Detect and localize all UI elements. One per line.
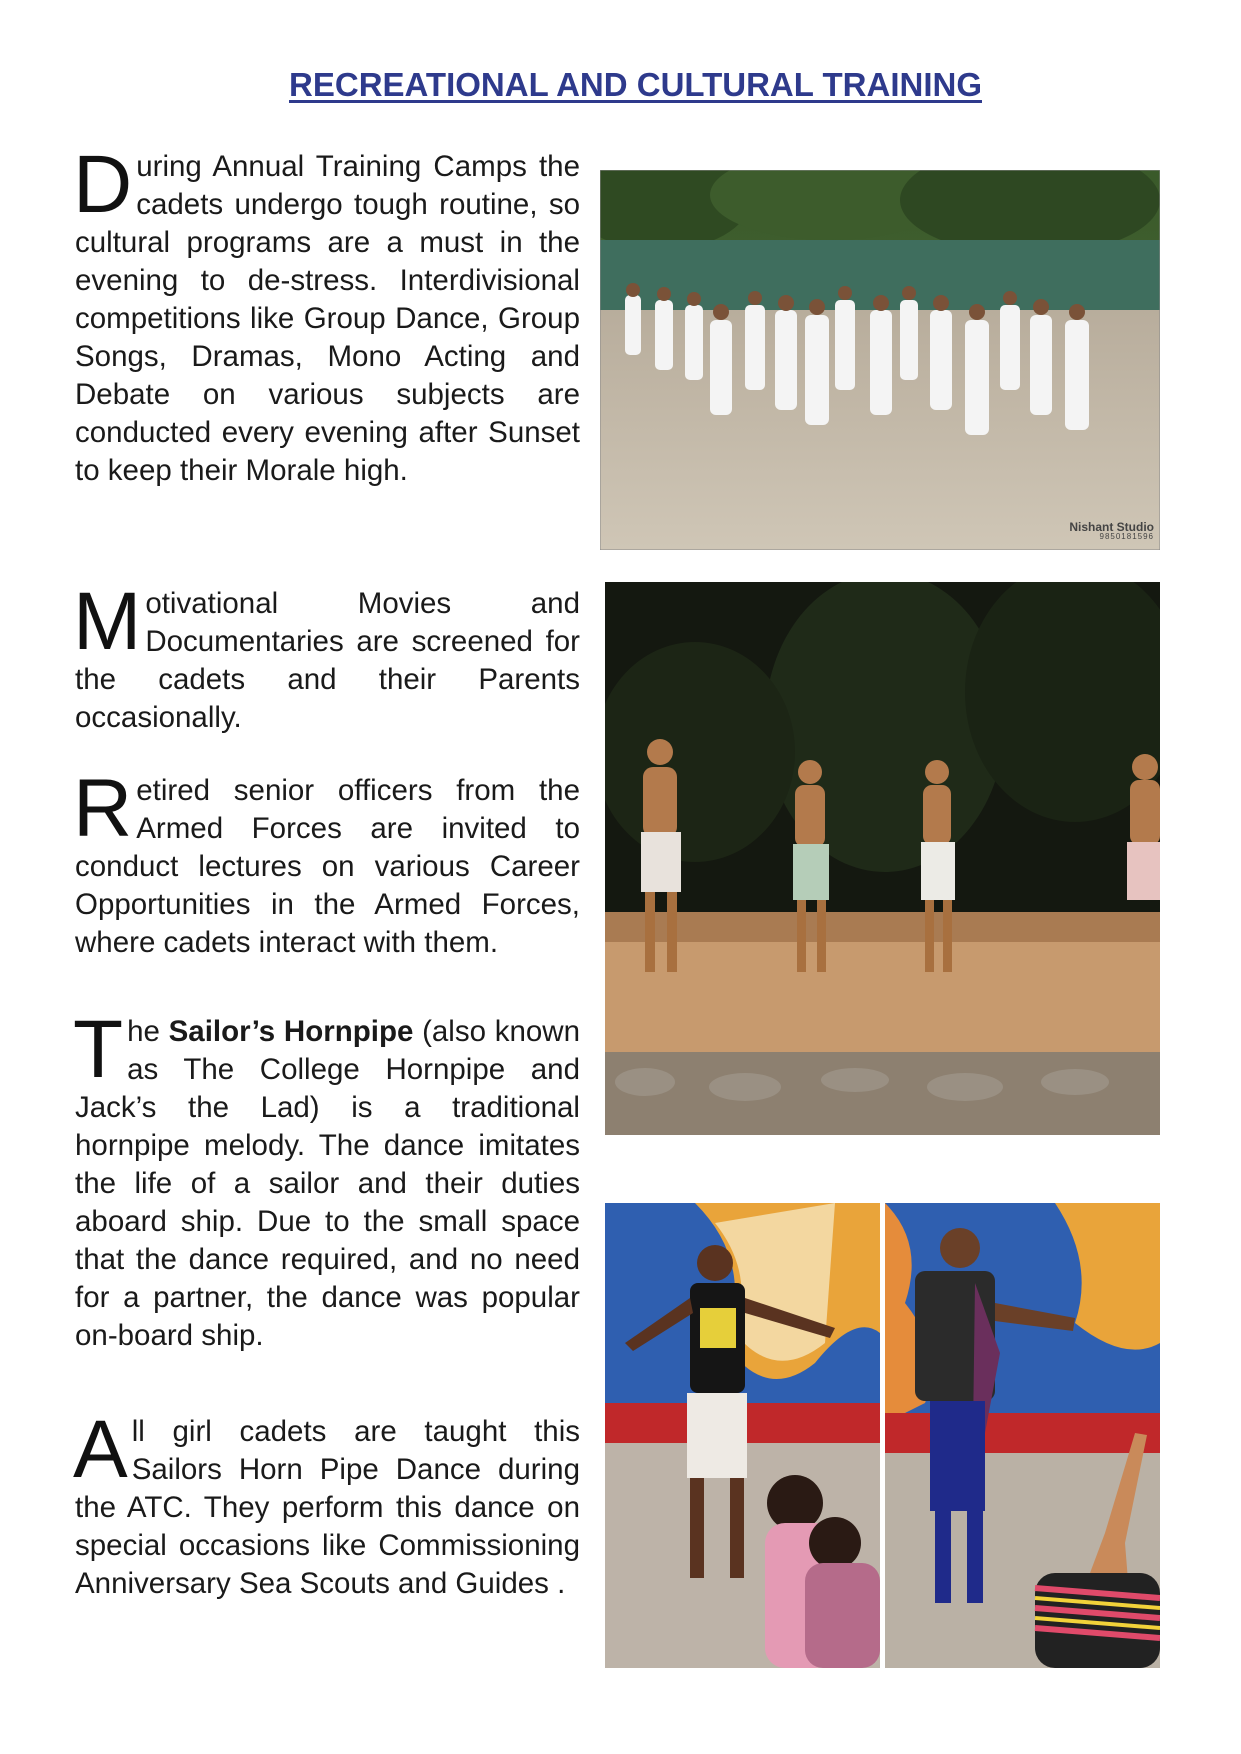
- photo-watermark: [1069, 522, 1154, 542]
- paragraph-text: etired senior officers from the Armed Forces are invited to conduct lectures on various Career Opportunities in the Armed Forces, where cadets interact with them.: [75, 774, 580, 959]
- watermark-number: 9850181596: [1099, 532, 1154, 541]
- paragraph-text: (also known as The College Hornpipe and Jack’s the Lad) is a traditional hornpipe melody. The dance imitates the life of a sailor and their duties aboard ship. Due to the small space that the dance required, and no need for a partner, the dance was popular on-board ship.: [75, 1015, 580, 1352]
- paragraph-movies: [73, 576, 580, 737]
- paragraph-sailors-hornpipe: [73, 1004, 580, 1355]
- paragraph-text: otivational Movies and Documentaries are screened for the cadets and their Parents occasionally.: [75, 587, 580, 734]
- paragraph-text: ll girl cadets are taught this Sailors Horn Pipe Dance during the ATC. They perform this dance on special occasions like Commissioning Anniversary Sea Scouts and Guides .: [75, 1415, 580, 1600]
- paragraph-text-pre: he: [127, 1015, 169, 1048]
- drop-cap: D: [73, 139, 133, 230]
- photo-hornpipe-performer-left: [605, 1203, 880, 1668]
- photo-night-stage-dance: [605, 582, 1160, 1135]
- paragraph-bold-term: Sailor’s Hornpipe: [168, 1015, 414, 1048]
- paragraph-text: uring Annual Training Camps the cadets undergo tough routine, so cultural programs are a must in the evening to de-stress. Interdivisional competitions like Group Dance, Group Songs, Dramas, Mono Acting and Debate on various subjects are conducted every evening after Sunset to keep their Morale high.: [75, 150, 580, 487]
- photo-hornpipe-performer-right: [885, 1203, 1160, 1668]
- drop-cap: A: [73, 1404, 128, 1495]
- photo-cadets-group-dance: [600, 170, 1160, 550]
- page-title: RECREATIONAL AND CULTURAL TRAINING: [289, 66, 982, 103]
- drop-cap: M: [73, 576, 142, 667]
- watermark-name: Nishant Studio: [1069, 520, 1154, 534]
- drop-cap: T: [73, 1004, 124, 1095]
- paragraph-girl-cadets: [73, 1404, 580, 1603]
- paragraph-annual-camps: [73, 139, 580, 490]
- drop-cap: R: [73, 763, 133, 854]
- paragraph-retired-officers: [73, 763, 580, 962]
